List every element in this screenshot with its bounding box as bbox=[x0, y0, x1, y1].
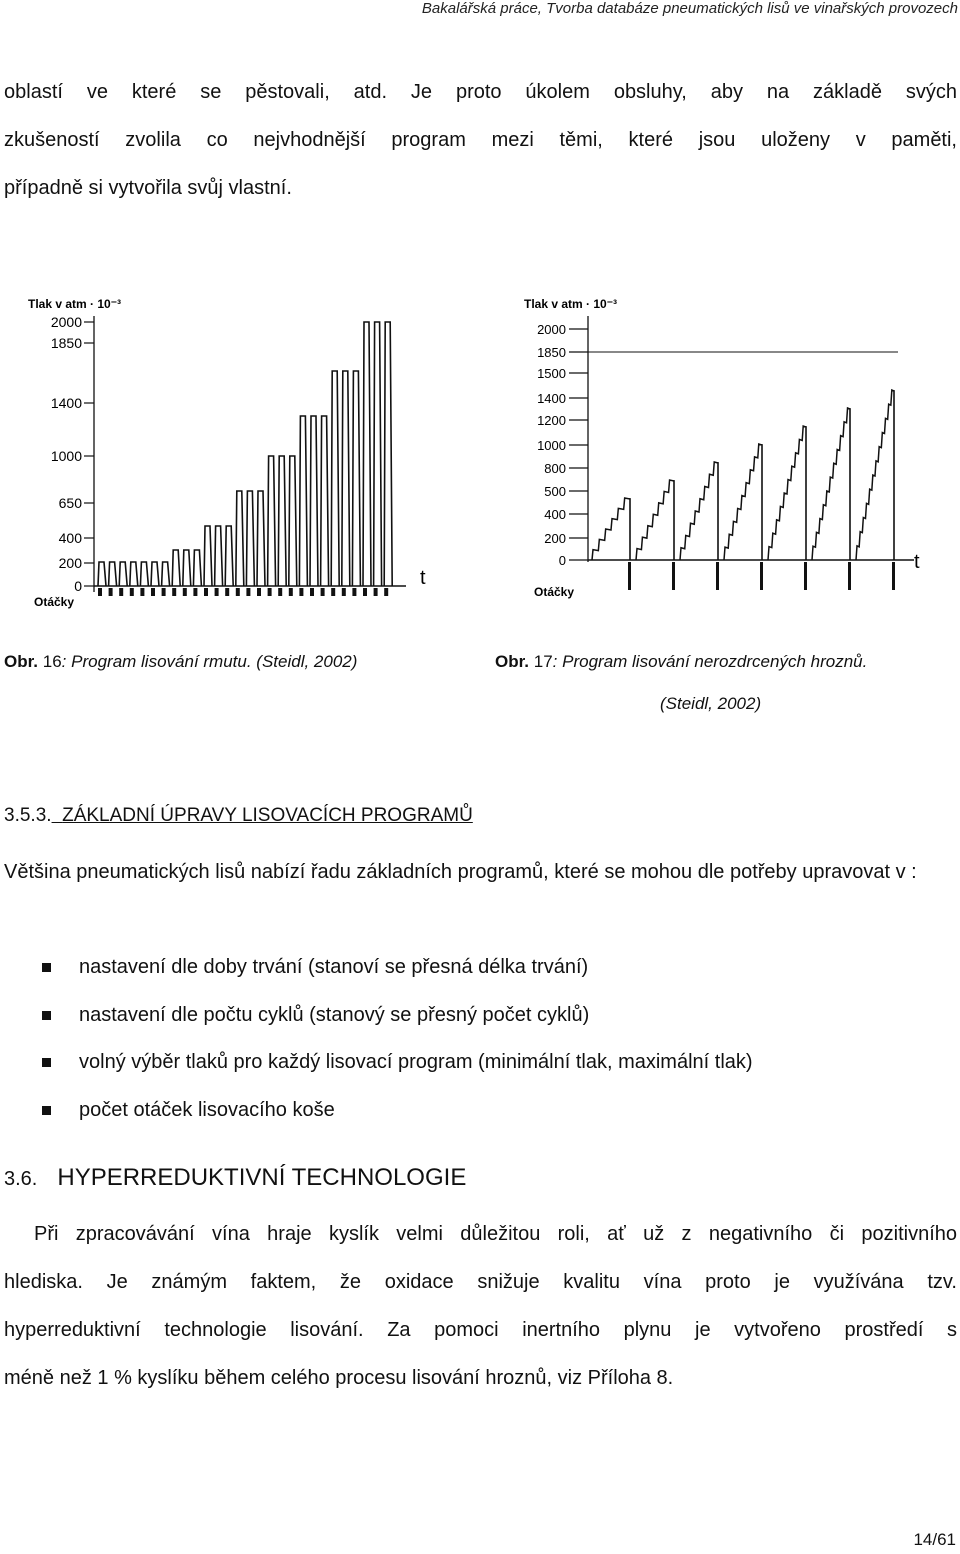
section1-number: 3.5.3. bbox=[4, 805, 52, 826]
figure1-rotation-mark bbox=[193, 588, 197, 596]
figure2-tick-label: 0 bbox=[558, 553, 566, 568]
figure2-tick-label: 400 bbox=[544, 507, 566, 522]
figure1-tick-label: 400 bbox=[58, 530, 82, 546]
figure2-tick-label: 200 bbox=[544, 531, 566, 546]
list-item bbox=[42, 1087, 753, 1135]
page-number: 14/61 bbox=[913, 1530, 956, 1549]
figure1-rotation-mark bbox=[204, 588, 208, 596]
figure2-pressure-curve bbox=[592, 390, 894, 560]
figure1-tick-label: 1850 bbox=[50, 335, 82, 351]
figure1-rotation-mark bbox=[162, 588, 166, 596]
figure2-caption-text: : Program lisování nerozdrcených hroznů. bbox=[552, 652, 868, 671]
section1-title-text: ZÁKLADNÍ ÚPRAVY LISOVACÍCH PROGRAMŮ bbox=[62, 805, 473, 826]
figure2-tick-label: 1500 bbox=[537, 366, 566, 381]
section2-line: hyperreduktivní technologie lisování. Za pomoci inertního plynu je vytvořeno prostředí s bbox=[4, 1319, 957, 1341]
figure1-caption-text: : Program lisování rmutu. (Steidl, 2002) bbox=[61, 652, 358, 671]
section-heading-3-6 bbox=[4, 1164, 466, 1192]
figure2-caption-text2: (Steidl, 2002) bbox=[660, 694, 762, 713]
figure1-caption-obr: Obr. bbox=[4, 652, 39, 671]
section2-number: 3.6. bbox=[4, 1168, 38, 1190]
figure2-rotation-mark bbox=[628, 562, 631, 590]
bullet-square-icon bbox=[42, 963, 51, 972]
section2-paragraph bbox=[4, 1210, 957, 1402]
figure2-tick-label: 1000 bbox=[537, 438, 566, 453]
figure1-rotation-mark bbox=[352, 588, 356, 596]
figure1-tick-label: 2000 bbox=[50, 314, 82, 330]
bullet-square-icon bbox=[42, 1011, 51, 1020]
bullet-square-icon bbox=[42, 1058, 51, 1067]
intro-line: případně si vytvořila svůj vlastní. bbox=[4, 177, 292, 199]
figure2-plot bbox=[506, 286, 934, 626]
figure1-rotation-mark bbox=[98, 588, 102, 596]
figure1-rotation-mark bbox=[278, 588, 282, 596]
figure-whole-grape-program bbox=[506, 286, 934, 626]
figure1-rotation-mark bbox=[246, 588, 250, 596]
figure1-caption bbox=[4, 652, 357, 672]
figure1-rotation-mark bbox=[236, 588, 240, 596]
figure2-tick-label: 500 bbox=[544, 484, 566, 499]
figure1-tick-label: 200 bbox=[58, 555, 82, 571]
figure2-rotation-mark bbox=[848, 562, 851, 590]
figure2-rot-label: Otáčky bbox=[534, 585, 575, 599]
figure1-rotation-mark bbox=[109, 588, 113, 596]
figure1-rotation-mark bbox=[331, 588, 335, 596]
figure1-rotation-mark bbox=[310, 588, 314, 596]
bullet-square-icon bbox=[42, 1106, 51, 1115]
figure-must-pressing-program bbox=[10, 286, 442, 630]
figure1-tick-label: 0 bbox=[74, 578, 82, 594]
figure2-tick-label: 1200 bbox=[537, 413, 566, 428]
figure1-ylabel: Tlak v atm · 10⁻³ bbox=[28, 297, 122, 311]
list-item bbox=[42, 944, 753, 992]
section2-line: hlediska. Je známým faktem, že oxidace snižuje kvalitu vína proto je využívána tzv. bbox=[4, 1271, 957, 1293]
figure1-rotation-mark bbox=[130, 588, 134, 596]
list-item bbox=[42, 992, 753, 1040]
figure1-rotation-mark bbox=[172, 588, 176, 596]
figure1-rotation-mark bbox=[257, 588, 261, 596]
section1-paragraph: Většina pneumatických lisů nabízí řadu základních programů, které se mohou dle potřeby upravovat v : bbox=[4, 861, 917, 883]
figure1-pressure-curve bbox=[98, 322, 392, 586]
section1-title bbox=[52, 805, 473, 826]
figure1-rotation-mark bbox=[289, 588, 293, 596]
list-item-text: počet otáček lisovacího koše bbox=[79, 1098, 335, 1121]
section2-line: méně než 1 % kyslíku během celého procesu lisování hroznů, viz Příloha 8. bbox=[4, 1367, 674, 1389]
list-item-text: nastavení dle doby trvání (stanoví se přesná délka trvání) bbox=[79, 956, 589, 978]
figure1-rot-label: Otáčky bbox=[34, 595, 75, 609]
figure2-rotation-mark bbox=[804, 562, 807, 590]
figure2-rotation-mark bbox=[672, 562, 675, 590]
running-header: Bakalářská práce, Tvorba databáze pneumatických lisů ve vinařských provozech bbox=[421, 0, 958, 17]
intro-paragraph bbox=[4, 68, 957, 212]
figure2-caption bbox=[495, 652, 867, 672]
figure1-rotation-mark bbox=[225, 588, 229, 596]
figure1-caption-number: 16 bbox=[42, 652, 62, 671]
figure1-rotation-mark bbox=[268, 588, 272, 596]
figure2-rotation-mark bbox=[892, 562, 895, 590]
figure1-rotation-mark bbox=[299, 588, 303, 596]
figure1-tick-label: 1400 bbox=[50, 395, 82, 411]
figure2-xlabel: t bbox=[914, 551, 920, 573]
figure1-tick-label: 1000 bbox=[50, 448, 82, 464]
figure2-rotation-mark bbox=[716, 562, 719, 590]
section2-title: HYPERREDUKTIVNÍ TECHNOLOGIE bbox=[57, 1164, 467, 1191]
figure1-xlabel: t bbox=[420, 567, 426, 589]
intro-line: zkušeností zvolila co nejvhodnější program mezi těmi, které jsou uloženy v paměti, bbox=[4, 129, 957, 151]
figure1-rotation-mark bbox=[140, 588, 144, 596]
figure2-caption-citation bbox=[660, 694, 761, 714]
figure1-rotation-mark bbox=[119, 588, 123, 596]
figure2-rotation-mark bbox=[760, 562, 763, 590]
figure1-rotation-mark bbox=[374, 588, 378, 596]
section-heading-3-5-3 bbox=[4, 805, 473, 827]
figure1-rotation-mark bbox=[215, 588, 219, 596]
list-item-text: volný výběr tlaků pro každý lisovací program (minimální tlak, maximální tlak) bbox=[79, 1051, 753, 1073]
intro-line: oblastí ve které se pěstovali, atd. Je proto úkolem obsluhy, aby na základě svých bbox=[4, 81, 957, 103]
list-item-text: nastavení dle počtu cyklů (stanový se přesný počet cyklů) bbox=[79, 1003, 590, 1026]
program-options-list bbox=[42, 944, 753, 1134]
figure2-tick-label: 2000 bbox=[537, 322, 566, 337]
figure2-tick-label: 1850 bbox=[537, 345, 566, 360]
figure1-plot bbox=[10, 286, 442, 630]
figure1-rotation-mark bbox=[363, 588, 367, 596]
figure1-rotation-mark bbox=[183, 588, 187, 596]
figure2-caption-number: 17 bbox=[533, 652, 553, 671]
figure1-tick-label: 650 bbox=[58, 495, 82, 511]
list-item bbox=[42, 1039, 753, 1087]
section2-line: Při zpracovávání vína hraje kyslík velmi důležitou roli, ať už z negativního či pozitivního bbox=[34, 1223, 957, 1245]
figure1-rotation-mark bbox=[384, 588, 388, 596]
figure2-tick-label: 800 bbox=[544, 461, 566, 476]
figure2-caption-obr: Obr. bbox=[495, 652, 530, 671]
figure2-ylabel: Tlak v atm · 10⁻³ bbox=[524, 297, 618, 311]
figure1-rotation-mark bbox=[321, 588, 325, 596]
figure1-rotation-mark bbox=[151, 588, 155, 596]
figure1-rotation-mark bbox=[342, 588, 346, 596]
figure2-tick-label: 1400 bbox=[537, 391, 566, 406]
